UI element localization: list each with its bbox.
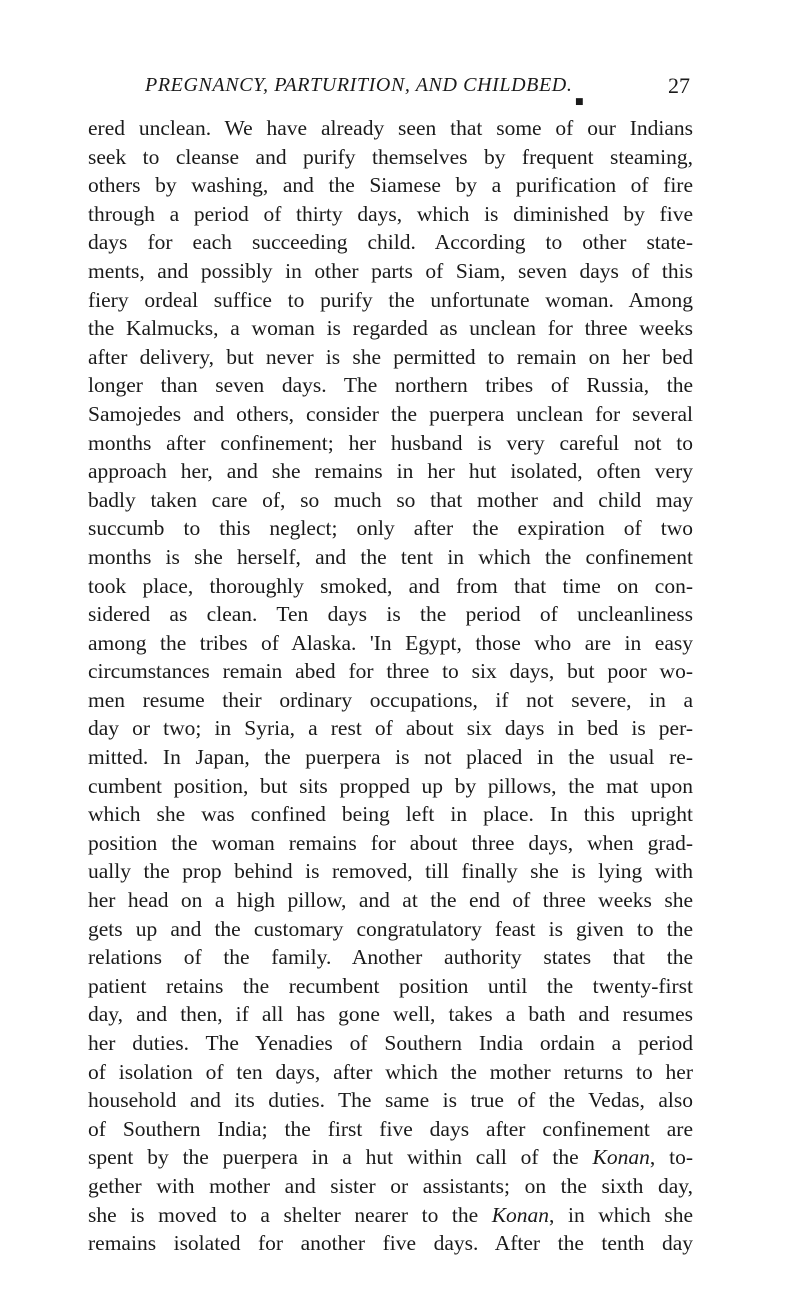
text-line: days for each succeeding child. According to other state- [88, 230, 693, 255]
text-line: approach her, and she remains in her hut isolated, often very [88, 459, 693, 484]
text-line: through a period of thirty days, which is diminished by five [88, 201, 693, 226]
running-head: PREGNANCY, PARTURITION, AND CHILDBED. [145, 74, 573, 96]
text-line: others by washing, and the Siamese by a purification of fire [88, 173, 693, 198]
text-line: succumb to this neglect; only after the expiration of two [88, 516, 693, 541]
text-line [88, 1143, 693, 1172]
print-mark: ■ [575, 97, 584, 107]
text-line: gets up and the customary congratulatory feast is given to the [88, 916, 693, 941]
text-line: cumbent position, but sits propped up by pillows, the mat upon [88, 773, 693, 798]
text-line: among the tribes of Alaska. 'In Egypt, those who are in easy [88, 630, 693, 655]
text-segment: , to- [649, 1145, 693, 1170]
text-line: months after confinement; her husband is very careful not to [88, 430, 693, 455]
text-line: sidered as clean. Ten days is the period of uncleanliness [88, 602, 693, 627]
page-number: 27 [668, 73, 690, 98]
page-header [145, 74, 690, 114]
text-line: gether with mother and sister or assistants; on the sixth day, [88, 1173, 693, 1198]
text-line: circumstances remain abed for three to six days, but poor wo- [88, 659, 693, 684]
text-line: relations of the family. Another authority states that the [88, 945, 693, 970]
text-segment: spent by the puerpera in a hut within call of the [88, 1145, 593, 1170]
text-line: of isolation of ten days, after which the mother returns to her [88, 1059, 693, 1084]
text-line: fiery ordeal suffice to purify the unfortunate woman. Among [88, 287, 693, 312]
text-line: day, and then, if all has gone well, takes a bath and resumes [88, 1002, 693, 1027]
italic-term: Konan [592, 1145, 650, 1170]
text-line: after delivery, but never is she permitted to remain on her bed [88, 344, 693, 369]
text-line: men resume their ordinary occupations, if not severe, in a [88, 687, 693, 712]
text-line: patient retains the recumbent position until the twenty-first [88, 973, 693, 998]
text-line: her head on a high pillow, and at the end of three weeks she [88, 888, 693, 913]
text-line: took place, thoroughly smoked, and from that time on con- [88, 573, 693, 598]
text-line: ered unclean. We have already seen that some of our Indians [88, 116, 693, 140]
text-line: her duties. The Yenadies of Southern India ordain a period [88, 1031, 693, 1055]
text-line: of Southern India; the first five days after confinement are [88, 1116, 693, 1141]
text-line: remains isolated for another five days. After the tenth day [88, 1231, 693, 1256]
text-line: seek to cleanse and purify themselves by frequent steaming, [88, 144, 693, 169]
text-line: the Kalmucks, a woman is regarded as unclean for three weeks [88, 316, 693, 341]
text-line: which she was confined being left in place. In this upright [88, 802, 693, 827]
text-line: badly taken care of, so much so that mother and child may [88, 487, 693, 512]
text-line: longer than seven days. The northern tribes of Russia, the [88, 373, 693, 398]
text-line: months is she herself, and the tent in which the confinement [88, 544, 693, 569]
body-text [88, 114, 693, 1258]
text-segment: , in which she [549, 1202, 693, 1227]
text-line: household and its duties. The same is true of the Vedas, also [88, 1088, 693, 1113]
italic-term: Konan [491, 1202, 550, 1227]
text-segment: she is moved to a shelter nearer to the [88, 1202, 492, 1227]
text-line: day or two; in Syria, a rest of about six days in bed is per- [88, 716, 693, 741]
text-line: Samojedes and others, consider the puerpera unclean for several [88, 401, 693, 426]
text-line: ually the prop behind is removed, till finally she is lying with [88, 859, 693, 884]
text-line: position the woman remains for about three days, when grad- [88, 830, 693, 855]
text-line [88, 1201, 693, 1230]
text-line: ments, and possibly in other parts of Siam, seven days of this [88, 258, 693, 283]
text-line: mitted. In Japan, the puerpera is not placed in the usual re- [88, 745, 693, 770]
